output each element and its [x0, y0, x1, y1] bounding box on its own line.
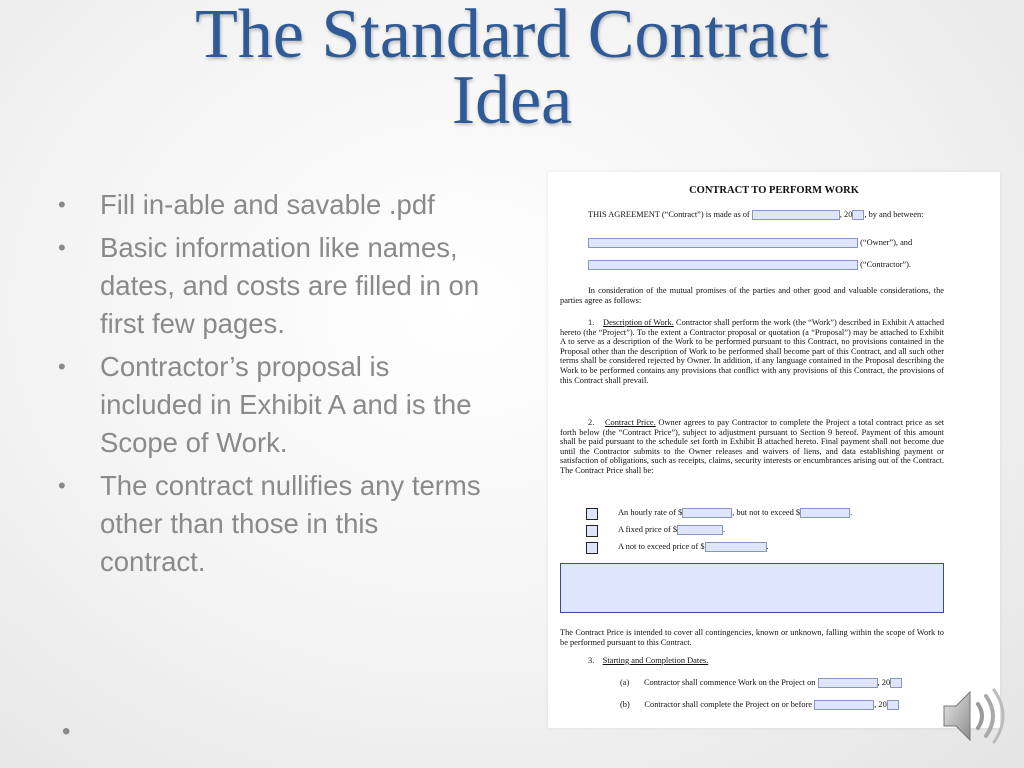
section-2: 2. Contract Price. Owner agrees to pay Contractor to complete the Project a total contract price as set forth below (the “Contract Price”), subject to adjustment pursuant to Section 9 hereof. Payment of this amount shall be paid pursuant to the schedule set forth in Exhibit B attached hereto. Final payment shall not become due until the Contractor submits to the Owner releases and waivers of liens, and data establishing payment or satisfaction of obligations, such as receipts, claims, security interests or encumbrances arising out of the Contract. The Contract Price shall be:: [560, 418, 945, 475]
slide-title-line1: The Standard Contract: [195, 0, 829, 73]
bullet-dot: •: [58, 192, 66, 217]
start-date-field[interactable]: [818, 678, 878, 688]
bullet-item: [58, 467, 488, 581]
section-3-heading: 3. Starting and Completion Dates.: [588, 656, 709, 665]
bullet-dot: •: [58, 235, 66, 260]
slide-title: [0, 0, 1024, 139]
not-to-exceed-option: A not to exceed price of $ .: [618, 542, 769, 551]
bullet-dot: •: [58, 473, 66, 498]
bullet-item: [58, 186, 488, 224]
start-year-field[interactable]: [890, 678, 902, 688]
completion-year-field[interactable]: [887, 700, 899, 710]
contingency-text: The Contract Price is intended to cover all contingencies, known or unknown, falling within the scope of Work to be performed pursuant to this Contract.: [560, 628, 944, 647]
year-field[interactable]: [852, 210, 864, 220]
max-amount-field[interactable]: [800, 508, 850, 518]
contract-title: CONTRACT TO PERFORM WORK: [689, 185, 859, 196]
start-date-line: (a) Contractor shall commence Work on the Project on , 20: [560, 678, 944, 688]
owner-line: (“Owner”), and: [560, 238, 944, 248]
agreement-line: THIS AGREEMENT (“Contract”) is made as of , 20 , by and between:: [588, 210, 924, 219]
bullet-text: Contractor’s proposal is included in Exhibit A and is the Scope of Work.: [100, 351, 472, 458]
completion-date-line: (b) Contractor shall complete the Project on or before , 20: [560, 700, 944, 710]
not-to-exceed-checkbox[interactable]: [586, 542, 598, 554]
slide-title-line2: Idea: [451, 62, 573, 139]
fixed-price-checkbox[interactable]: [586, 525, 598, 537]
speaker-icon[interactable]: [940, 684, 1006, 748]
not-to-exceed-field[interactable]: [705, 542, 767, 552]
contract-price-details-field[interactable]: [560, 563, 944, 613]
hourly-rate-option: An hourly rate of $ , but not to exceed $ .: [618, 508, 853, 517]
contract-document-image: [548, 172, 1000, 728]
contractor-field[interactable]: [588, 260, 858, 270]
empty-bullet-dot: •: [62, 718, 71, 745]
hourly-rate-checkbox[interactable]: [586, 508, 598, 520]
section-1: 1. Description of Work. Contractor shall perform the work (the “Work”) described in Exhibit A attached hereto (the “Project”). To the extent a Contractor proposal or quotation (a “Proposal”) may be attached to Exhibit A to serve as a description of the Work to be performed pursuant to this Contract, no provisions contained in the Proposal other than the description of Work to be performed shall become part of this Contract, and all such other terms shall be considered rejected by Owner. In addition, if any language contained in the Proposal describing the Work to be performed contains any provisions that conflict with any provisions of this Contract, the provisions of this Contract shall prevail.: [560, 318, 944, 385]
fixed-price-field[interactable]: [677, 525, 723, 535]
date-field[interactable]: [752, 210, 840, 220]
consideration-text: In consideration of the mutual promises of the parties and other good and valuable considerations, the parties agree as follows:: [560, 286, 944, 305]
bullet-text: Basic information like names, dates, and costs are filled in on first few pages.: [100, 232, 480, 339]
bullet-text: The contract nullifies any terms other than those in this contract.: [100, 470, 481, 577]
bullet-dot: •: [58, 354, 66, 379]
hourly-rate-field[interactable]: [682, 508, 732, 518]
bullet-text: Fill in-able and savable .pdf: [100, 189, 435, 220]
bullet-item: [58, 229, 488, 343]
bullet-list: [58, 186, 488, 586]
owner-field[interactable]: [588, 238, 858, 248]
contractor-line: (“Contractor”).: [560, 260, 944, 270]
fixed-price-option: A fixed price of $ .: [618, 525, 726, 534]
completion-date-field[interactable]: [814, 700, 874, 710]
bullet-item: [58, 348, 488, 462]
